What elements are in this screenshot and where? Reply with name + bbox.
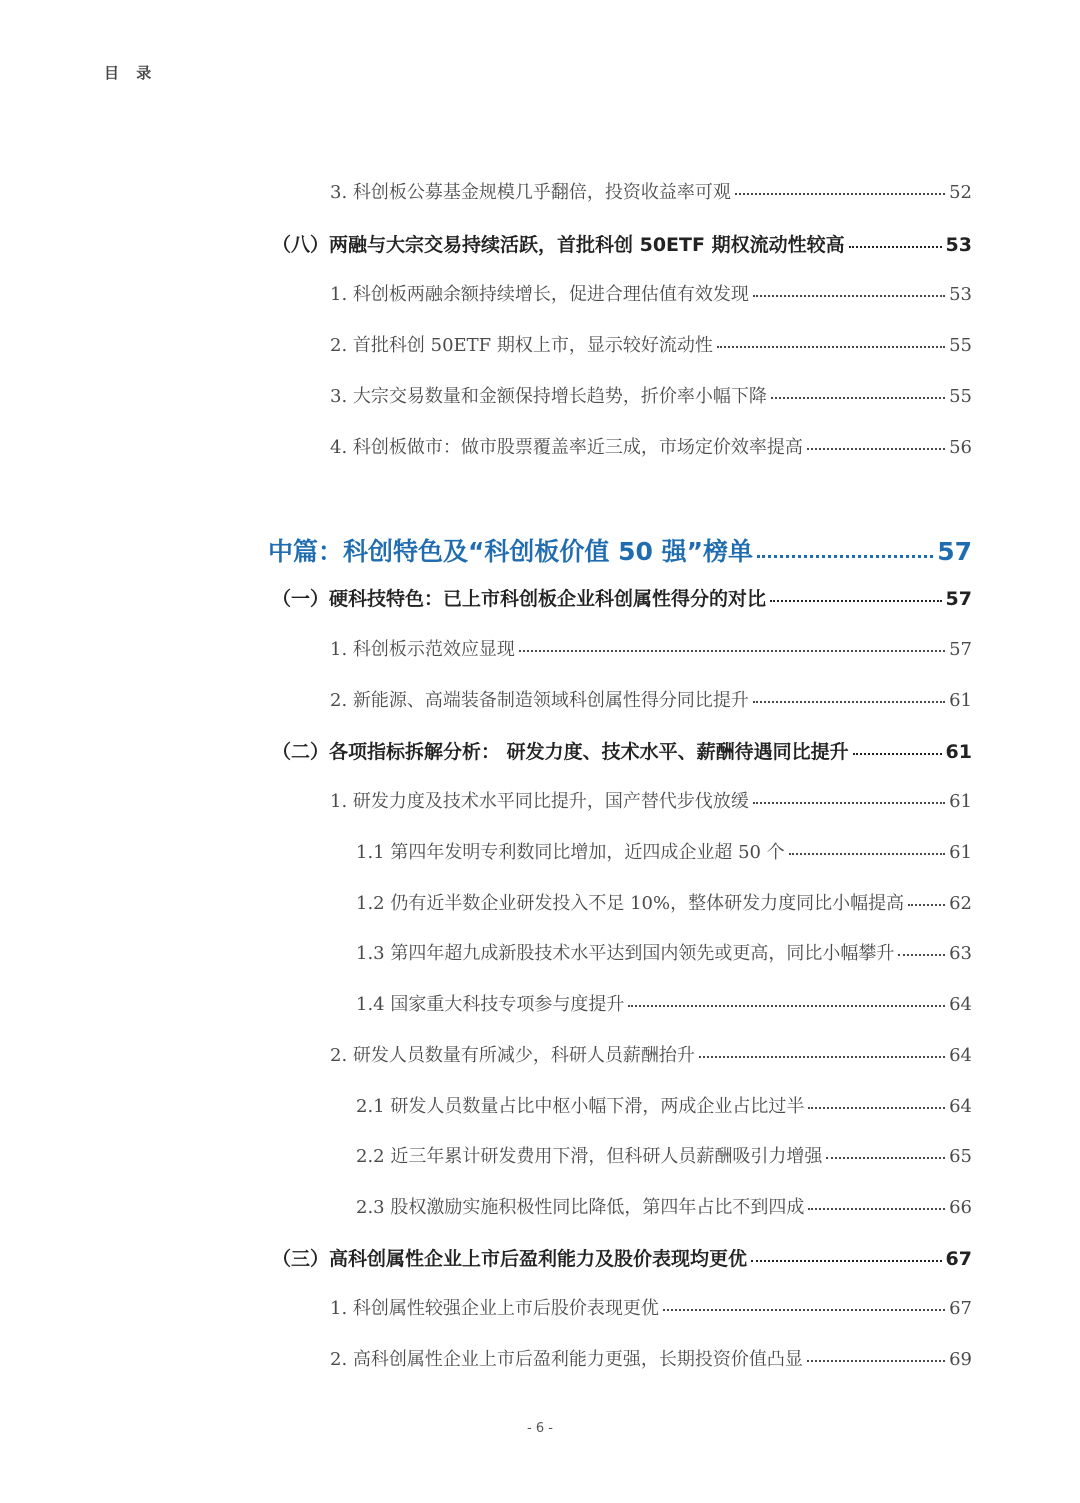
toc-section-entry[interactable] <box>272 230 972 257</box>
toc-entry-page: 56 <box>949 437 972 458</box>
toc-entry-page: 66 <box>949 1197 972 1218</box>
toc-entry-page: 52 <box>949 182 972 203</box>
toc-entry-page: 64 <box>949 1045 972 1066</box>
toc-entry[interactable] <box>330 178 972 204</box>
toc-section-entry[interactable] <box>272 1244 972 1271</box>
toc-entry-title: 2.1 研发人员数量占比中枢小幅下滑，两成企业占比过半 <box>356 1096 805 1117</box>
leader-dots <box>807 448 945 450</box>
leader-dots <box>808 1208 945 1210</box>
toc-entry[interactable] <box>330 635 972 661</box>
toc-entry-title: （八）两融与大宗交易持续活跃，首批科创 50ETF 期权流动性较高 <box>272 234 845 256</box>
toc-entry[interactable] <box>330 280 972 306</box>
toc-entry-page: 61 <box>949 791 972 812</box>
toc-subentry[interactable] <box>356 838 972 864</box>
toc-entry-title: 2. 新能源、高端装备制造领域科创属性得分同比提升 <box>330 690 749 711</box>
toc-entry-title: 2. 研发人员数量有所减少，科研人员薪酬抬升 <box>330 1045 695 1066</box>
toc-section-entry[interactable] <box>272 584 972 611</box>
leader-dots <box>735 193 945 195</box>
leader-dots <box>789 853 945 855</box>
toc-entry-title: 2.3 股权激励实施积极性同比降低，第四年占比不到四成 <box>356 1197 805 1218</box>
toc-entry[interactable] <box>330 433 972 459</box>
leader-dots <box>717 346 945 348</box>
toc-entry-title: 2. 首批科创 50ETF 期权上市，显示较好流动性 <box>330 335 713 356</box>
toc-entry-page: 53 <box>945 234 972 256</box>
footer-page-number: - 6 - <box>527 1421 553 1436</box>
toc-entry[interactable] <box>330 1345 972 1371</box>
toc-entry-page: 61 <box>945 741 972 763</box>
toc-entry-page: 63 <box>949 943 972 964</box>
leader-dots <box>628 1005 945 1007</box>
leader-dots <box>849 246 942 248</box>
toc-entry-page: 62 <box>949 893 972 914</box>
toc-entry-title: 1. 科创板两融余额持续增长，促进合理估值有效发现 <box>330 284 749 305</box>
toc-entry-page: 67 <box>949 1298 972 1319</box>
toc-entry-title: （一）硬科技特色：已上市科创板企业科创属性得分的对比 <box>272 588 767 610</box>
leader-dots <box>771 397 945 399</box>
toc-entry[interactable] <box>330 1041 972 1067</box>
toc-entry-title: 1. 研发力度及技术水平同比提升，国产替代步伐放缓 <box>330 791 749 812</box>
toc-entry-page: 64 <box>949 1096 972 1117</box>
toc-entry-title: 3. 大宗交易数量和金额保持增长趋势，折价率小幅下降 <box>330 386 767 407</box>
toc-subentry[interactable] <box>356 939 972 965</box>
toc-entry-page: 61 <box>949 842 972 863</box>
toc-entry[interactable] <box>330 686 972 712</box>
toc-entry-page: 57 <box>945 588 972 610</box>
toc-subentry[interactable] <box>356 1193 972 1219</box>
toc-entry[interactable] <box>330 1294 972 1320</box>
leader-dots <box>753 295 945 297</box>
leader-dots <box>853 753 942 755</box>
toc-entry-title: （二）各项指标拆解分析： 研发力度、技术水平、薪酬待遇同比提升 <box>272 741 849 763</box>
toc-entry-title: 中篇：科创特色及“科创板价值 50 强”榜单 <box>268 537 754 566</box>
toc-subentry[interactable] <box>356 990 972 1016</box>
toc-entry[interactable] <box>330 331 972 357</box>
toc-entry-title: 3. 科创板公募基金规模几乎翻倍，投资收益率可观 <box>330 182 731 203</box>
toc-section-entry[interactable] <box>272 737 972 764</box>
toc-entry-title: 2. 高科创属性企业上市后盈利能力更强，长期投资价值凸显 <box>330 1349 803 1370</box>
toc-entry-title: 1.4 国家重大科技专项参与度提升 <box>356 994 625 1015</box>
leader-dots <box>826 1157 945 1159</box>
leader-dots <box>519 650 945 652</box>
toc-entry-page: 57 <box>949 639 972 660</box>
toc-entry-page: 61 <box>949 690 972 711</box>
leader-dots <box>753 802 945 804</box>
toc-header-label: 目 录 <box>104 64 158 82</box>
toc-entry-title: 1. 科创板示范效应显现 <box>330 639 515 660</box>
leader-dots <box>898 954 945 956</box>
toc-entry-page: 65 <box>949 1146 972 1167</box>
toc-entry-title: 1.3 第四年超九成新股技术水平达到国内领先或更高，同比小幅攀升 <box>356 943 895 964</box>
toc-entry[interactable] <box>330 382 972 408</box>
leader-dots <box>770 600 942 602</box>
leader-dots <box>807 1360 945 1362</box>
toc-entry-title: （三）高科创属性企业上市后盈利能力及股价表现均更优 <box>272 1248 748 1270</box>
toc-entry-page: 64 <box>949 994 972 1015</box>
leader-dots <box>699 1056 945 1058</box>
toc-entry-page: 57 <box>937 537 972 566</box>
toc-subentry[interactable] <box>356 1142 972 1168</box>
toc-entry-page: 53 <box>949 284 972 305</box>
leader-dots <box>908 904 945 906</box>
toc-entry-title: 2.2 近三年累计研发费用下滑，但科研人员薪酬吸引力增强 <box>356 1146 823 1167</box>
toc-entry-page: 67 <box>945 1248 972 1270</box>
toc-part-heading[interactable] <box>268 532 972 568</box>
toc-subentry[interactable] <box>356 889 972 915</box>
toc-entry-title: 1.2 仍有近半数企业研发投入不足 10%，整体研发力度同比小幅提高 <box>356 893 905 914</box>
toc-entry-title: 1.1 第四年发明专利数同比增加，近四成企业超 50 个 <box>356 842 785 863</box>
leader-dots <box>808 1107 945 1109</box>
leader-dots <box>757 555 933 558</box>
leader-dots <box>751 1260 942 1262</box>
toc-entry-page: 69 <box>949 1349 972 1370</box>
leader-dots <box>753 701 945 703</box>
toc-entry[interactable] <box>330 787 972 813</box>
toc-entry-page: 55 <box>949 335 972 356</box>
toc-entry-page: 55 <box>949 386 972 407</box>
leader-dots <box>663 1309 945 1311</box>
toc-entry-title: 4. 科创板做市：做市股票覆盖率近三成，市场定价效率提高 <box>330 437 803 458</box>
toc-entry-title: 1. 科创属性较强企业上市后股价表现更优 <box>330 1298 659 1319</box>
toc-subentry[interactable] <box>356 1092 972 1118</box>
